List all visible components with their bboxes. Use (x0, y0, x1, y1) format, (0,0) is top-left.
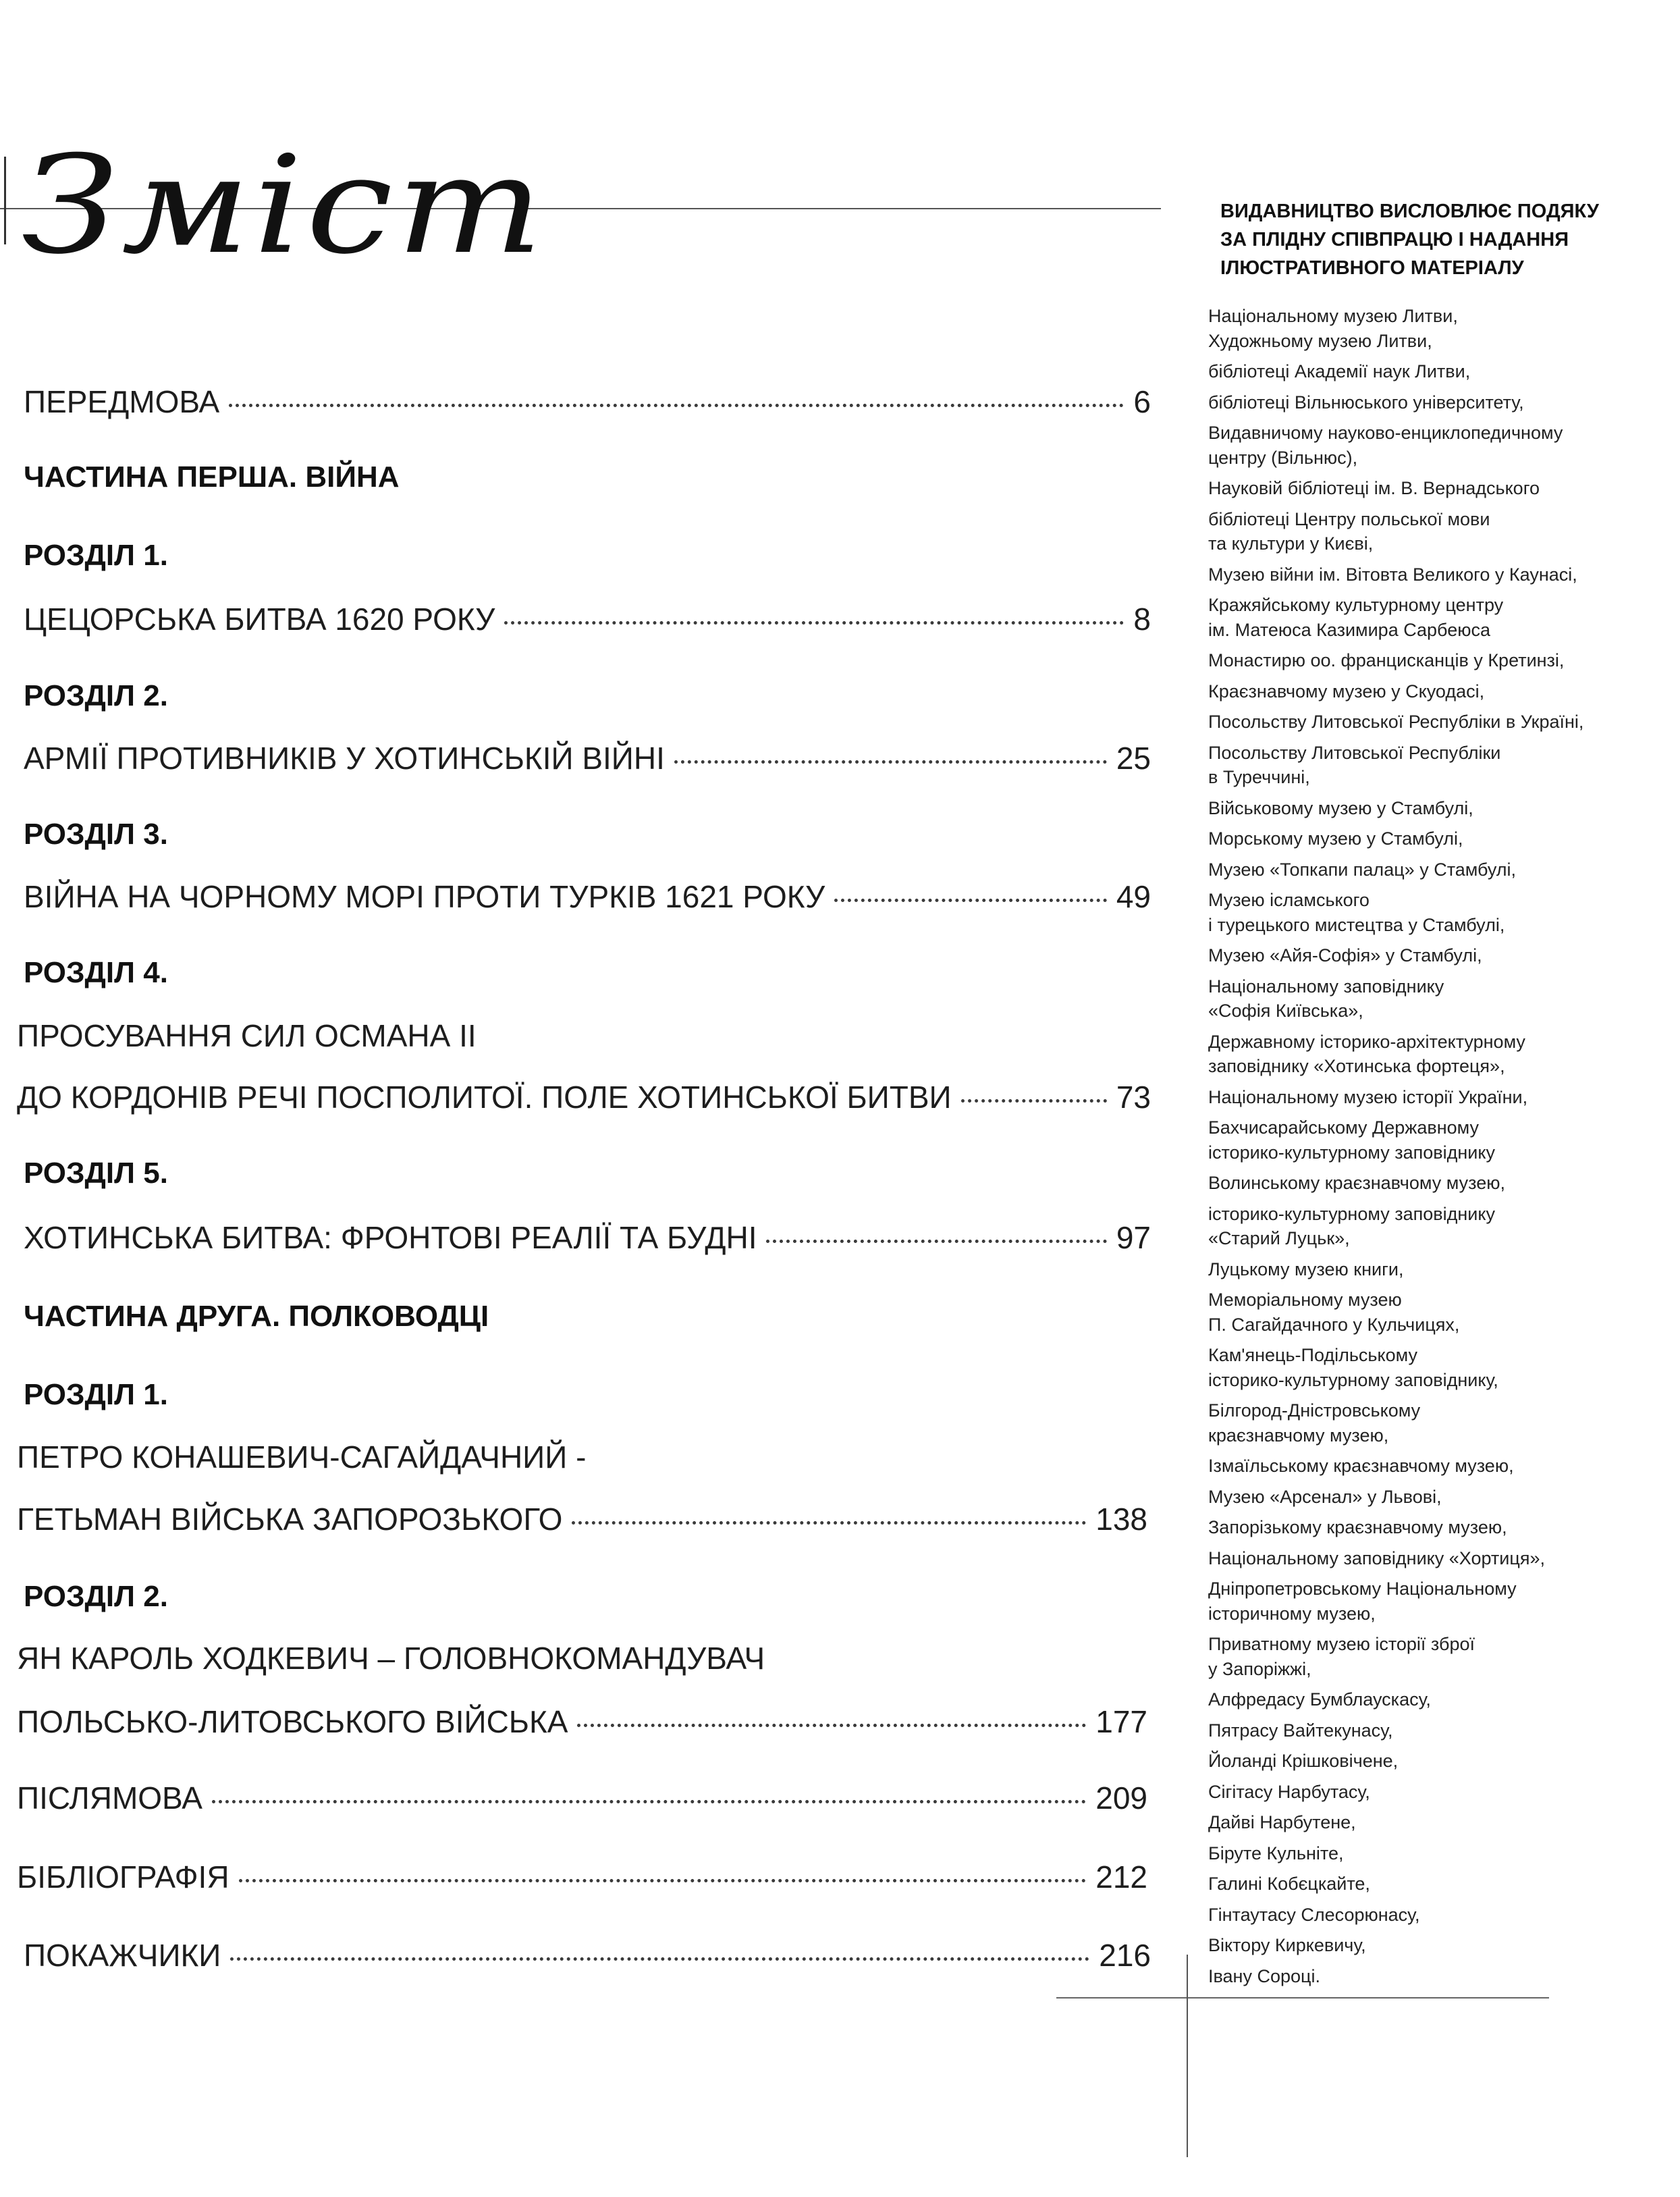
list-item: Гінтаутасу Слесорюнасу, (1208, 1904, 1420, 1925)
list-item: Сігітасу Нарбутасу, (1208, 1781, 1370, 1802)
toc-entry-afterword[interactable] (17, 1778, 1147, 1818)
dot-leader (834, 899, 1107, 902)
list-item: бібліотеці Академії наук Литви, (1208, 361, 1471, 381)
dot-leader (577, 1724, 1086, 1727)
list-item: Віктору Киркевичу, (1208, 1935, 1366, 1955)
acknowledgements-list (1208, 304, 1674, 1988)
list-item: Морському музею у Стамбулі, (1208, 828, 1463, 849)
list-item: Музею «Топкапи палац» у Стамбулі, (1208, 859, 1517, 880)
list-item: Йоланді Крішковічене, (1208, 1751, 1399, 1771)
part-one-chapter-4-title-line-1: ПРОСУВАННЯ СИЛ ОСМАНА ІІ (17, 1018, 477, 1053)
toc-entry-title: БІБЛІОГРАФІЯ (17, 1859, 229, 1895)
list-item: бібліотеці Центру польської мови та культури у Києві, (1208, 508, 1490, 554)
toc-page-number: 49 (1116, 879, 1151, 914)
dot-leader (230, 1957, 1089, 1961)
toc-entry-indexes[interactable] (24, 1935, 1151, 1976)
acknowledgements-heading: ВИДАВНИЦТВО ВИСЛОВЛЮЄ ПОДЯКУ ЗА ПЛІДНУ СПІВПРАЦЮ І НАДАННЯ ІЛЮСТРАТИВНОГО МАТЕРІАЛУ (1220, 201, 1599, 279)
toc-page-number: 6 (1133, 384, 1151, 419)
list-item: Приватному музею історії зброї у Запоріжжі, (1208, 1634, 1475, 1679)
toc-page-number: 212 (1095, 1859, 1147, 1895)
list-item: Державному історико-архітектурному заповіднику «Хотинська фортеця», (1208, 1031, 1525, 1076)
toc-entry-title: АРМІЇ ПРОТИВНИКІВ У ХОТИНСЬКІЙ ВІЙНІ (24, 741, 665, 776)
list-item: Алфредасу Бумблаускасу, (1208, 1689, 1431, 1710)
toc-page-number: 25 (1116, 741, 1151, 776)
list-item: Військовому музею у Стамбулі, (1208, 797, 1473, 818)
part-two-heading: ЧАСТИНА ДРУГА. ПОЛКОВОДЦІ (24, 1300, 489, 1333)
part-one-chapter-3-label: РОЗДІЛ 3. (24, 818, 168, 851)
toc-entry-title: ХОТИНСЬКА БИТВА: ФРОНТОВІ РЕАЛІЇ ТА БУДНІ (24, 1220, 757, 1255)
list-item: Національному заповіднику «Софія Київська», (1208, 976, 1444, 1021)
list-item: історико-культурному заповіднику «Старий Луцьк», (1208, 1203, 1495, 1248)
dot-leader (766, 1240, 1106, 1243)
part-one-chapter-2-label: РОЗДІЛ 2. (24, 679, 168, 712)
toc-entry-title: ВІЙНА НА ЧОРНОМУ МОРІ ПРОТИ ТУРКІВ 1621 РОКУ (24, 879, 825, 914)
toc-entry-title: ДО КОРДОНІВ РЕЧІ ПОСПОЛИТОЇ. ПОЛЕ ХОТИНСЬКОЇ БИТВИ (17, 1080, 952, 1115)
list-item: Музею «Айя-Софія» у Стамбулі, (1208, 945, 1482, 965)
list-item: Луцькому музею книги, (1208, 1259, 1404, 1279)
toc-entry-title: ПОЛЬСЬКО-ЛИТОВСЬКОГО ВІЙСЬКА (17, 1704, 568, 1739)
list-item: Монастирю оо. францисканців у Кретинзі, (1208, 650, 1565, 670)
dot-leader (674, 760, 1107, 764)
part-two-chapter-2-label: РОЗДІЛ 2. (24, 1580, 168, 1613)
part-one-chapter-5-label: РОЗДІЛ 5. (24, 1157, 168, 1190)
list-item: Національному заповіднику «Хортиця», (1208, 1547, 1545, 1568)
list-item: Національному музею історії України, (1208, 1086, 1528, 1107)
list-item: Запорізькому краєзнавчому музею, (1208, 1517, 1507, 1537)
dot-leader (572, 1521, 1086, 1525)
list-item: Музею війни ім. Вітовта Великого у Каунасі, (1208, 564, 1577, 585)
list-item: Краєзнавчому музею у Скуодасі, (1208, 681, 1485, 702)
toc-entry-part-one-chapter-1[interactable] (24, 599, 1151, 639)
dot-leader (239, 1879, 1087, 1882)
toc-entry-title: ПОКАЖЧИКИ (24, 1938, 221, 1973)
list-item: Бахчисарайському Державному історико-культурному заповіднику (1208, 1117, 1495, 1163)
toc-entry-title: ПЕРЕДМОВА (24, 384, 220, 419)
toc-entry-preface[interactable] (24, 381, 1151, 422)
dot-leader (961, 1099, 1107, 1103)
list-item: Національному музею Литви, Художньому музею Литви, (1208, 306, 1458, 351)
list-item: Посольству Литовської Республіки в Україні, (1208, 712, 1584, 732)
toc-entry-title: ГЕТЬМАН ВІЙСЬКА ЗАПОРОЗЬКОГО (17, 1502, 563, 1537)
toc-entry-title: ПІСЛЯМОВА (17, 1780, 202, 1816)
toc-page-number: 73 (1116, 1080, 1151, 1115)
list-item: Посольству Литовської Республіки в Туреччині, (1208, 742, 1501, 787)
toc-page-number: 97 (1116, 1220, 1151, 1255)
acknowledgements (1208, 197, 1674, 1994)
toc-page-number: 216 (1099, 1938, 1151, 1973)
part-two-chapter-2-title-line-1: ЯН КАРОЛЬ ХОДКЕВИЧ – ГОЛОВНОКОМАНДУВАЧ (17, 1641, 765, 1676)
list-item: Науковій бібліотеці ім. В. Вернадського (1208, 478, 1540, 498)
toc-page-number: 8 (1133, 602, 1151, 637)
page-title: Зміст (22, 127, 547, 284)
toc-page-number: 209 (1095, 1780, 1147, 1816)
part-one-chapter-4-label: РОЗДІЛ 4. (24, 956, 168, 989)
list-item: Музею ісламського і турецького мистецтва у Стамбулі, (1208, 890, 1505, 935)
list-item: Меморіальному музею П. Сагайдачного у Кульчицях, (1208, 1290, 1460, 1335)
part-two-chapter-1-label: РОЗДІЛ 1. (24, 1378, 168, 1411)
list-item: Дайві Нарбутене, (1208, 1812, 1356, 1832)
list-item: Дніпропетровському Національному історичному музею, (1208, 1579, 1517, 1624)
list-item: Ізмаїльському краєзнавчому музею, (1208, 1456, 1514, 1476)
toc-entry-part-one-chapter-4[interactable] (17, 1077, 1151, 1117)
list-item: Кражяйському культурному центру ім. Матеюса Казимира Сарбеюса (1208, 595, 1504, 640)
dot-leader (212, 1800, 1086, 1803)
toc-entry-bibliography[interactable] (17, 1857, 1147, 1897)
toc-entry-part-one-chapter-3[interactable] (24, 876, 1151, 917)
list-item: Музею «Арсенал» у Львові, (1208, 1486, 1442, 1507)
list-item: Галині Кобєцкайте, (1208, 1874, 1370, 1894)
list-item: Біруте Кульніте, (1208, 1843, 1344, 1863)
part-one-chapter-1-label: РОЗДІЛ 1. (24, 539, 168, 572)
toc-page-number: 138 (1095, 1502, 1147, 1537)
dot-leader (229, 404, 1124, 407)
part-one-heading: ЧАСТИНА ПЕРША. ВІЙНА (24, 460, 400, 494)
list-item: Пятрасу Вайтекунасу, (1208, 1720, 1393, 1741)
toc-entry-part-two-chapter-1[interactable] (17, 1499, 1147, 1539)
list-item: Івану Сороці. (1208, 1965, 1320, 1986)
toc-entry-title: ЦЕЦОРСЬКА БИТВА 1620 РОКУ (24, 602, 495, 637)
toc-entry-part-one-chapter-2[interactable] (24, 738, 1151, 778)
toc-entry-part-two-chapter-2[interactable] (17, 1701, 1147, 1742)
list-item: бібліотеці Вільнюського університету, (1208, 392, 1524, 413)
toc-page-number: 177 (1095, 1704, 1147, 1739)
toc-entry-part-one-chapter-5[interactable] (24, 1217, 1151, 1258)
dot-leader (504, 621, 1124, 625)
list-item: Білгород-Дністровському краєзнавчому музею, (1208, 1400, 1421, 1446)
list-item: Кам'янець-Подільському історико-культурному заповіднику, (1208, 1345, 1498, 1390)
list-item: Волинському краєзнавчому музею, (1208, 1173, 1505, 1193)
bottom-vertical-rule (1187, 1955, 1188, 2157)
list-item: Видавничому науково-енциклопедичному центру (Вільнюс), (1208, 423, 1563, 468)
part-two-chapter-1-title-line-1: ПЕТРО КОНАШЕВИЧ-САГАЙДАЧНИЙ - (17, 1439, 587, 1475)
